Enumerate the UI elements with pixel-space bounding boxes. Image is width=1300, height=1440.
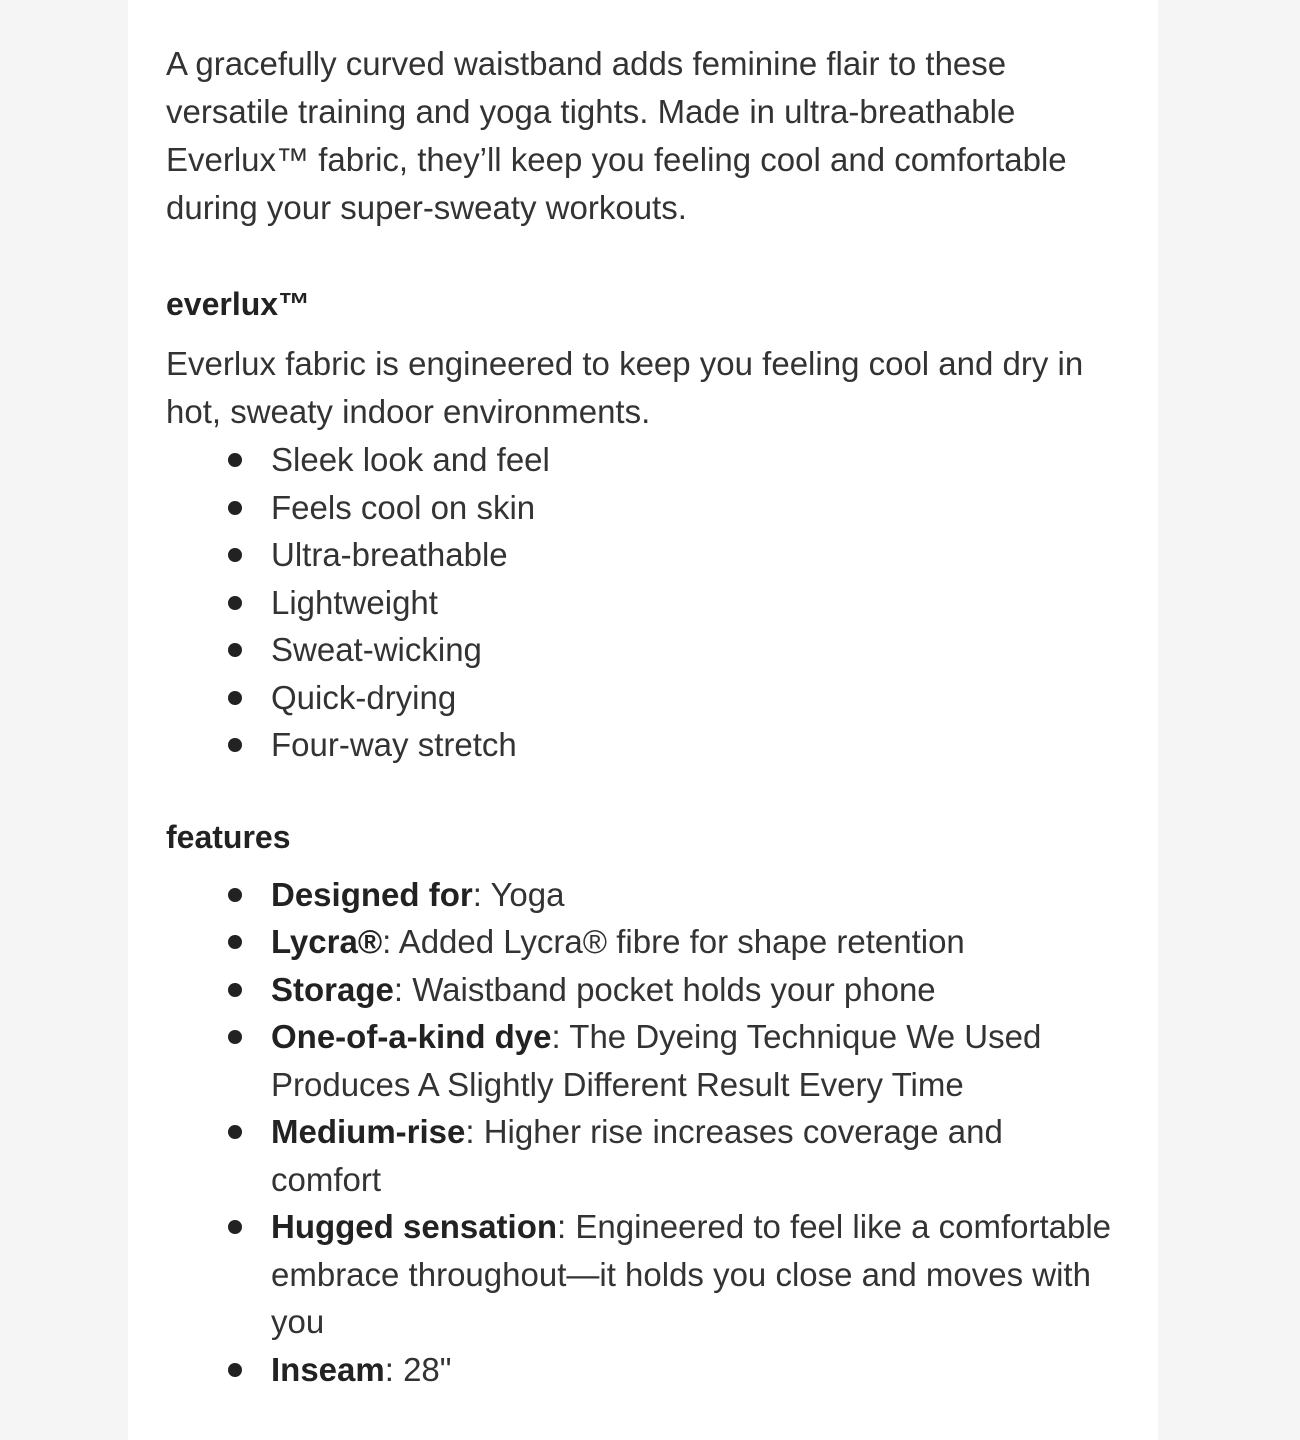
list-item	[271, 674, 1120, 722]
list-item-text: Sweat-wicking	[271, 631, 482, 668]
feature-label: Hugged sensation	[271, 1208, 558, 1245]
bullet-icon	[228, 1363, 242, 1377]
list-item-text: Feels cool on skin	[271, 488, 536, 526]
feature-item: Inseam: 28"	[271, 1346, 1120, 1394]
feature-value: Yoga	[490, 875, 565, 913]
list-item-text: Lightweight	[271, 583, 438, 621]
feature-value: Engineered to feel like a comfortable embrace throughout—it holds you close and moves with you	[271, 1208, 1112, 1340]
list-item-text: Four-way stretch	[271, 726, 517, 763]
feature-item: Storage: Waistband pocket holds your phone	[271, 966, 1120, 1014]
bullet-icon	[228, 548, 242, 562]
bullet-icon	[228, 691, 242, 705]
list-item-text: Ultra-breathable	[271, 536, 508, 573]
feature-value: Higher rise increases coverage and comfort	[271, 1113, 1003, 1198]
product-details-panel	[128, 0, 1158, 1440]
bullet-icon	[228, 453, 242, 467]
bullet-icon	[228, 1125, 242, 1139]
list-item-text: Quick-drying	[271, 678, 457, 716]
feature-item: Medium-rise: Higher rise increases coverage and comfort	[271, 1108, 1120, 1203]
feature-value: Waistband pocket holds your phone	[412, 970, 936, 1008]
feature-item: Designed for: Yoga	[271, 871, 1120, 919]
everlux-bullet-list	[166, 436, 1120, 769]
left-margin	[0, 0, 128, 1440]
bullet-icon	[228, 596, 242, 610]
everlux-heading: everlux™	[166, 286, 311, 322]
bullet-icon	[228, 501, 242, 515]
feature-value: 28"	[403, 1350, 452, 1388]
feature-value: Added Lycra® fibre for shape retention	[398, 923, 965, 960]
bullet-icon	[228, 1220, 242, 1234]
list-item	[271, 721, 1120, 769]
list-item	[271, 579, 1120, 627]
features-heading: features	[166, 818, 291, 855]
bullet-icon	[228, 1030, 242, 1044]
feature-label: Medium-rise	[271, 1113, 466, 1150]
bullet-icon	[228, 643, 242, 657]
list-item	[271, 436, 1120, 484]
feature-item: Lycra®: Added Lycra® fibre for shape retention	[271, 918, 1120, 966]
feature-label: One-of-a-kind dye	[271, 1018, 552, 1055]
list-item-text: Sleek look and feel	[271, 441, 550, 478]
feature-value: The Dyeing Technique We Used Produces A Slightly Different Result Every Time	[271, 1018, 1042, 1103]
feature-label: Storage	[271, 970, 394, 1008]
feature-label: Inseam	[271, 1350, 385, 1388]
list-item	[271, 484, 1120, 532]
right-margin	[1158, 0, 1300, 1440]
bullet-icon	[228, 983, 242, 997]
list-item	[271, 626, 1120, 674]
product-intro: A gracefully curved waistband adds feminine flair to these versatile training and yoga tights. Made in ultra-breathable Everlux™ fabric, they’ll keep you feeling cool and comfortable during your super-sweaty workouts.	[166, 45, 1067, 226]
list-item	[271, 531, 1120, 579]
bullet-icon	[228, 738, 242, 752]
feature-label: Lycra®	[271, 923, 383, 960]
feature-label: Designed for	[271, 875, 473, 913]
everlux-description: Everlux fabric is engineered to keep you feeling cool and dry in hot, sweaty indoor environments.	[166, 345, 1084, 430]
bullet-icon	[228, 935, 242, 949]
features-list	[166, 871, 1120, 1394]
feature-item: Hugged sensation: Engineered to feel like a comfortable embrace throughout—it holds you close and moves with you	[271, 1203, 1120, 1346]
bullet-icon	[228, 888, 242, 902]
feature-item: One-of-a-kind dye: The Dyeing Technique We Used Produces A Slightly Different Result Every Time	[271, 1013, 1120, 1108]
